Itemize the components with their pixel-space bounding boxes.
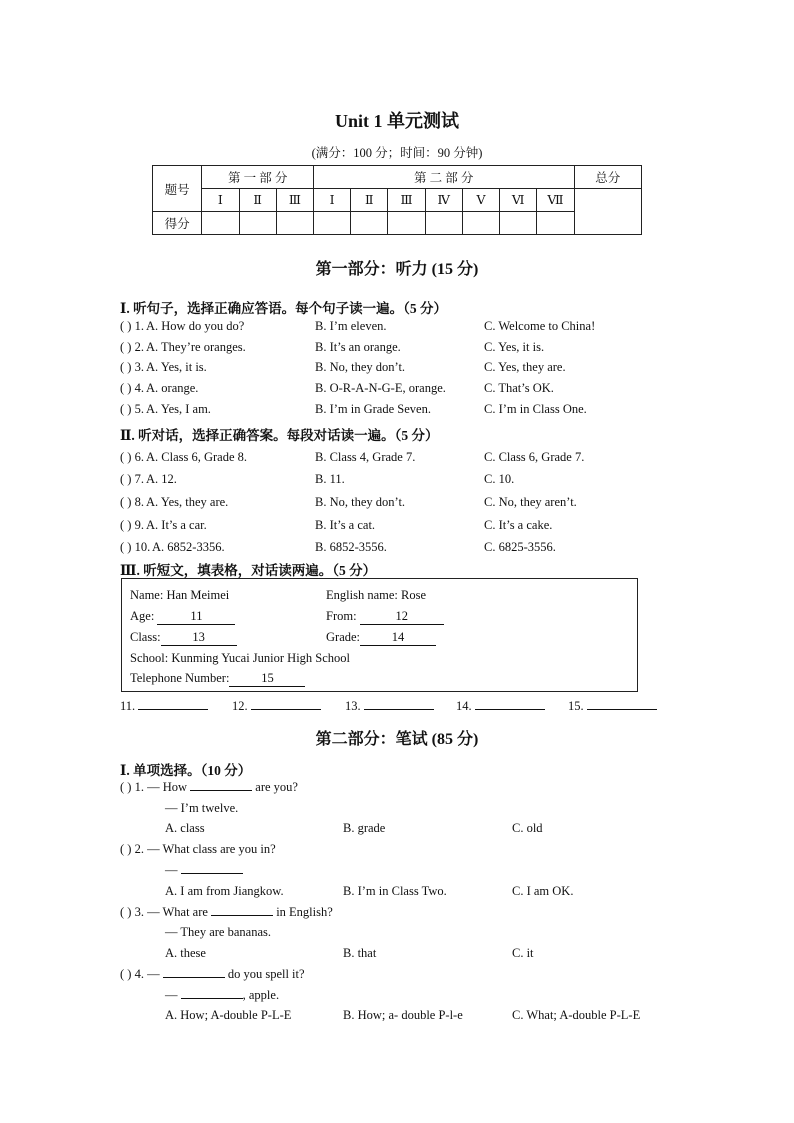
option-a: A. 12. [146, 472, 177, 486]
score-table-total: 总分 [574, 166, 641, 189]
question-number: ( ) 9. [120, 518, 144, 532]
question-number: ( ) 6. [120, 450, 144, 464]
score-table-total-cell[interactable] [574, 189, 641, 235]
blank-15[interactable]: 15 [229, 671, 305, 687]
option-b: B. No, they don’t. [315, 495, 406, 509]
score-cell[interactable] [500, 212, 537, 235]
score-table-col: Ⅶ [537, 189, 574, 212]
question-row [120, 495, 680, 515]
score-cell[interactable] [388, 212, 425, 235]
answer-line-15 [568, 699, 657, 714]
question-stem-post: are you? [255, 780, 298, 794]
from-field [326, 609, 444, 625]
answer-number: 15. [568, 699, 584, 713]
option-b: B. I’m eleven. [315, 319, 387, 333]
question-number: ( ) 1. [120, 319, 144, 333]
option-b: B. It’s an orange. [315, 340, 401, 354]
option-a: A. How; A-double P-L-E [165, 1008, 292, 1022]
english-name-field: English name: Rose [326, 588, 426, 602]
listening-section-2-heading: Ⅱ. 听对话，选择正确答案。每段对话读一遍。（5 分） [120, 428, 439, 443]
question-number: ( ) 4. [120, 967, 144, 981]
class-field [130, 630, 237, 646]
part1-heading: 第一部分：听力 (15 分) [315, 261, 479, 278]
score-table-tihao: 题号 [153, 166, 202, 212]
info-form-box [121, 578, 638, 692]
option-b: B. It’s a cat. [315, 518, 376, 532]
score-table-part1: 第 一 部 分 [202, 166, 314, 189]
question-stem-post: do you spell it? [227, 967, 305, 981]
option-a: A. How do you do? [146, 319, 245, 333]
option-c: C. What; A-double P-L-E [512, 1008, 641, 1022]
option-a: A. Class 6, Grade 8. [146, 450, 248, 464]
question-row [120, 518, 680, 538]
from-label: From: [326, 609, 357, 623]
reply-post: , apple. [242, 988, 280, 1002]
score-table-col: Ⅱ [239, 189, 276, 212]
answer-number: 12. [232, 699, 248, 713]
telephone-field [130, 671, 305, 687]
option-b: B. I’m in Class Two. [343, 884, 447, 898]
question-blank[interactable] [181, 998, 243, 999]
option-a: A. class [165, 821, 205, 835]
question-3-reply: — They are bananas. [165, 925, 271, 939]
question-1 [120, 780, 298, 795]
answer-blank[interactable] [364, 709, 434, 710]
score-table-col: Ⅲ [276, 189, 313, 212]
question-row [120, 319, 680, 339]
question-number: ( ) 2. [120, 340, 144, 354]
option-c: C. Class 6, Grade 7. [484, 450, 585, 464]
option-a: A. orange. [146, 381, 199, 395]
age-label: Age: [130, 609, 155, 623]
answer-blank[interactable] [475, 709, 545, 710]
page-subtitle: (满分：100 分；时间：90 分钟) [311, 146, 483, 160]
question-blank[interactable] [211, 915, 273, 916]
option-b: B. 11. [315, 472, 345, 486]
answer-line-13 [345, 699, 434, 714]
question-row [120, 472, 680, 492]
score-table-part2: 第 二 部 分 [313, 166, 574, 189]
answer-blank[interactable] [251, 709, 321, 710]
school-field: School: Kunming Yucai Junior High School [130, 651, 351, 665]
question-row [120, 450, 680, 470]
score-table-col: Ⅰ [313, 189, 350, 212]
score-table-col: Ⅵ [500, 189, 537, 212]
option-b: B. grade [343, 821, 386, 835]
answer-number: 11. [120, 699, 136, 713]
score-table-col: Ⅳ [425, 189, 462, 212]
score-table-col: Ⅱ [351, 189, 388, 212]
score-cell[interactable] [239, 212, 276, 235]
score-table-col: Ⅰ [202, 189, 239, 212]
answer-number: 13. [345, 699, 361, 713]
question-stem-pre: — What are [147, 905, 208, 919]
age-field [130, 609, 235, 625]
option-c: C. Welcome to China! [484, 319, 596, 333]
question-number: ( ) 3. [120, 905, 144, 919]
answer-blank[interactable] [587, 709, 657, 710]
question-row [120, 402, 680, 422]
listening-section-1-heading: Ⅰ. 听句子，选择正确应答语。每个句子读一遍。（5 分） [120, 301, 447, 316]
option-b: B. No, they don’t. [315, 360, 406, 374]
score-table-header-row [153, 166, 642, 189]
score-table-col: Ⅲ [388, 189, 425, 212]
option-a: A. these [165, 946, 206, 960]
blank-12[interactable]: 12 [360, 609, 444, 625]
answer-line-14 [456, 699, 545, 714]
question-row [120, 360, 680, 380]
score-cell[interactable] [537, 212, 574, 235]
blank-14[interactable]: 14 [360, 630, 436, 646]
option-a: A. It’s a car. [146, 518, 207, 532]
question-number: ( ) 4. [120, 381, 144, 395]
question-number: ( ) 5. [120, 402, 144, 416]
question-number: ( ) 1. [120, 780, 144, 794]
question-blank[interactable] [181, 873, 243, 874]
answer-blank[interactable] [138, 709, 208, 710]
question-4 [120, 967, 305, 982]
question-blank[interactable] [190, 790, 252, 791]
listening-section-3-heading: Ⅲ. 听短文，填表格，对话读两遍。（5 分） [120, 563, 377, 578]
question-2-reply [165, 863, 243, 878]
telephone-label: Telephone Number: [130, 671, 230, 685]
score-table-col: Ⅴ [462, 189, 499, 212]
option-a: A. I am from Jiangkow. [165, 884, 284, 898]
option-c: C. I’m in Class One. [484, 402, 587, 416]
option-a: A. 6852-3356. [152, 540, 225, 554]
option-c: C. I am OK. [512, 884, 574, 898]
question-number: ( ) 2. [120, 842, 144, 856]
answer-number: 14. [456, 699, 472, 713]
option-b: B. 6852-3556. [315, 540, 387, 554]
name-field: Name: Han Meimei [130, 588, 230, 602]
question-stem-pre: — [147, 967, 160, 981]
score-table-defen: 得分 [153, 212, 202, 235]
question-1-reply: — I’m twelve. [165, 801, 239, 815]
option-c: C. That’s OK. [484, 381, 554, 395]
reply-dash: — [165, 988, 178, 1002]
question-3 [120, 905, 333, 920]
option-c: C. 6825-3556. [484, 540, 556, 554]
score-cell[interactable] [425, 212, 462, 235]
option-c: C. It’s a cake. [484, 518, 553, 532]
option-c: C. Yes, they are. [484, 360, 566, 374]
question-number: ( ) 3. [120, 360, 144, 374]
option-c: C. Yes, it is. [484, 340, 545, 354]
written-section-1-heading: Ⅰ. 单项选择。（10 分） [120, 763, 252, 778]
question-2 [120, 842, 276, 857]
question-stem: — What class are you in? [147, 842, 276, 856]
option-a: A. They’re oranges. [146, 340, 246, 354]
score-table [152, 165, 642, 235]
grade-field [326, 630, 436, 646]
blank-11[interactable]: 11 [157, 609, 235, 625]
question-number: ( ) 8. [120, 495, 144, 509]
score-table-section-row [153, 189, 642, 212]
score-cell[interactable] [313, 212, 350, 235]
option-a: A. Yes, it is. [146, 360, 207, 374]
reply-dash: — [165, 863, 178, 877]
blank-13[interactable]: 13 [161, 630, 237, 646]
option-b: B. that [343, 946, 377, 960]
answer-line-12 [232, 699, 321, 714]
question-row [120, 540, 680, 560]
option-b: B. How; a- double P-l-e [343, 1008, 463, 1022]
question-stem-post: in English? [276, 905, 333, 919]
score-cell[interactable] [276, 212, 313, 235]
option-a: A. Yes, I am. [146, 402, 211, 416]
option-c: C. it [512, 946, 534, 960]
question-stem-pre: — How [147, 780, 188, 794]
class-label: Class: [130, 630, 161, 644]
option-b: B. Class 4, Grade 7. [315, 450, 416, 464]
question-number: ( ) 10. [120, 540, 151, 554]
question-row [120, 381, 680, 401]
page-title: Unit 1 单元测试 [334, 111, 459, 131]
option-c: C. old [512, 821, 543, 835]
score-cell[interactable] [202, 212, 239, 235]
score-cell[interactable] [462, 212, 499, 235]
option-a: A. Yes, they are. [146, 495, 229, 509]
question-number: ( ) 7. [120, 472, 144, 486]
question-blank[interactable] [163, 977, 225, 978]
option-c: C. 10. [484, 472, 515, 486]
option-b: B. I’m in Grade Seven. [315, 402, 431, 416]
score-table-score-row [153, 212, 642, 235]
grade-label: Grade: [326, 630, 361, 644]
score-cell[interactable] [351, 212, 388, 235]
part2-heading: 第二部分：笔试 (85 分) [315, 731, 479, 748]
question-row [120, 340, 680, 360]
option-c: C. No, they aren’t. [484, 495, 577, 509]
question-4-reply [165, 988, 279, 1003]
option-b: B. O-R-A-N-G-E, orange. [315, 381, 446, 395]
answer-line-11 [120, 699, 208, 714]
